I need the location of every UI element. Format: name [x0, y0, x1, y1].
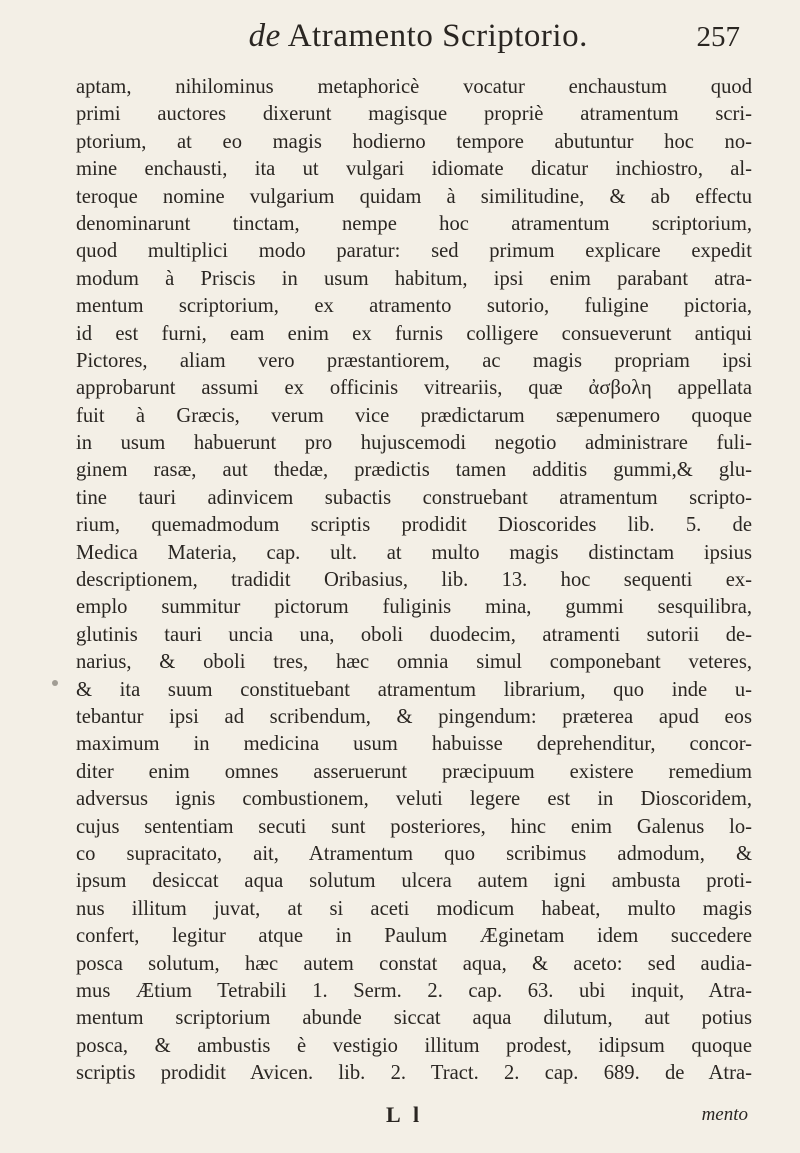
- text-line: narius, & oboli tres, hæc omnia simul componebant veteres,: [76, 651, 752, 674]
- text-line: id est furni, eam enim ex furnis colligere consueverunt antiqui: [76, 322, 752, 345]
- text-line: teroque nomine vulgarium quidam à similitudine, & ab effectu: [76, 185, 752, 208]
- text-line: tebantur ipsi ad scribendum, & pingendum: præterea apud eos: [76, 705, 752, 728]
- text-line: rium, quemadmodum scriptis prodidit Dioscorides lib. 5. de: [76, 514, 752, 537]
- text-line: posca, & ambustis è vestigio illitum prodest, idipsum quoque: [76, 1034, 752, 1057]
- text-line: cujus sententiam secuti sunt posteriores, hinc enim Galenus lo-: [76, 815, 752, 838]
- text-line: fuit à Græcis, verum vice prædictarum sæpenumero quoque: [76, 404, 752, 427]
- text-line: tine tauri adinvicem subactis construebant atramentum scripto-: [76, 486, 752, 509]
- text-line: emplo summitur pictorum fuliginis mina, gummi sesquilibra,: [76, 596, 752, 619]
- signature-mark: L l: [386, 1102, 424, 1127]
- text-line: mentum scriptorium, ex atramento sutorio, fuligine pictoria,: [76, 295, 752, 318]
- page-body-text: [76, 74, 752, 1087]
- text-line: ptorium, at eo magis hodierno tempore abutuntur hoc no-: [76, 130, 752, 153]
- text-line: modum à Priscis in usum habitum, ipsi enim parabant atra-: [76, 267, 752, 290]
- text-line: scriptis prodidit Avicen. lib. 2. Tract. 2. cap. 689. de Atra-: [76, 1062, 752, 1085]
- text-line: posca solutum, hæc autem constat aqua, & aceto: sed audia-: [76, 952, 752, 975]
- text-line: approbarunt assumi ex officinis vitreariis, quæ ἀσβολη appellata: [76, 377, 752, 400]
- text-line: ipsum desiccat aqua solutum ulcera autem igni ambusta proti-: [76, 870, 752, 893]
- text-line: diter enim omnes asseruerunt præcipuum existere remedium: [76, 760, 752, 783]
- text-line: mine enchausti, ita ut vulgari idiomate dicatur inchiostro, al-: [76, 158, 752, 181]
- running-title-prefix: de: [248, 18, 281, 54]
- text-line: nus illitum juvat, at si aceti modicum habeat, multo magis: [76, 897, 752, 920]
- page-number: 257: [696, 21, 740, 53]
- text-line: denominarunt tinctam, nempe hoc atramentum scriptorium,: [76, 212, 752, 235]
- margin-dot: [52, 680, 58, 686]
- text-line: confert, legitur atque in Paulum Æginetam idem succedere: [76, 925, 752, 948]
- running-title: [80, 18, 677, 55]
- text-line: Pictores, aliam vero præstantiorem, ac magis propriam ipsi: [76, 349, 752, 372]
- text-line: Medica Materia, cap. ult. at multo magis distinctam ipsius: [76, 541, 752, 564]
- text-line: adversus ignis combustionem, veluti legere est in Dioscoridem,: [76, 788, 752, 811]
- text-line: co supracitato, ait, Atramentum quo scribimus admodum, &: [76, 842, 752, 865]
- text-line: mus Ætium Tetrabili 1. Serm. 2. cap. 63. ubi inquit, Atra-: [76, 979, 752, 1002]
- text-line: glutinis tauri uncia una, oboli duodecim, atramenti sutorii de-: [76, 623, 752, 646]
- text-line: mentum scriptorium abunde siccat aqua dilutum, aut potius: [76, 1007, 752, 1030]
- text-line: primi auctores dixerunt magisque propriè atramentum scri-: [76, 103, 752, 126]
- page-footer: [76, 1102, 752, 1132]
- text-line: in usum habuerunt pro hujuscemodi negotio administrare fuli-: [76, 432, 752, 455]
- text-line: descriptionem, tradidit Oribasius, lib. 13. hoc sequenti ex-: [76, 569, 752, 592]
- running-title-main: Atramento Scriptorio.: [280, 18, 588, 54]
- text-line: aptam, nihilominus metaphoricè vocatur enchaustum quod: [76, 76, 752, 98]
- text-line: maximum in medicina usum habuisse deprehenditur, concor-: [76, 733, 752, 756]
- text-line: quod multiplici modo paratur: sed primum explicare expedit: [76, 240, 752, 263]
- text-line: & ita suum constituebant atramentum librarium, quo inde u-: [76, 678, 752, 701]
- text-line: ginem rasæ, aut thedæ, prædictis tamen additis gummi,& glu-: [76, 459, 752, 482]
- catchword: mento: [701, 1104, 748, 1125]
- running-header: [80, 18, 740, 68]
